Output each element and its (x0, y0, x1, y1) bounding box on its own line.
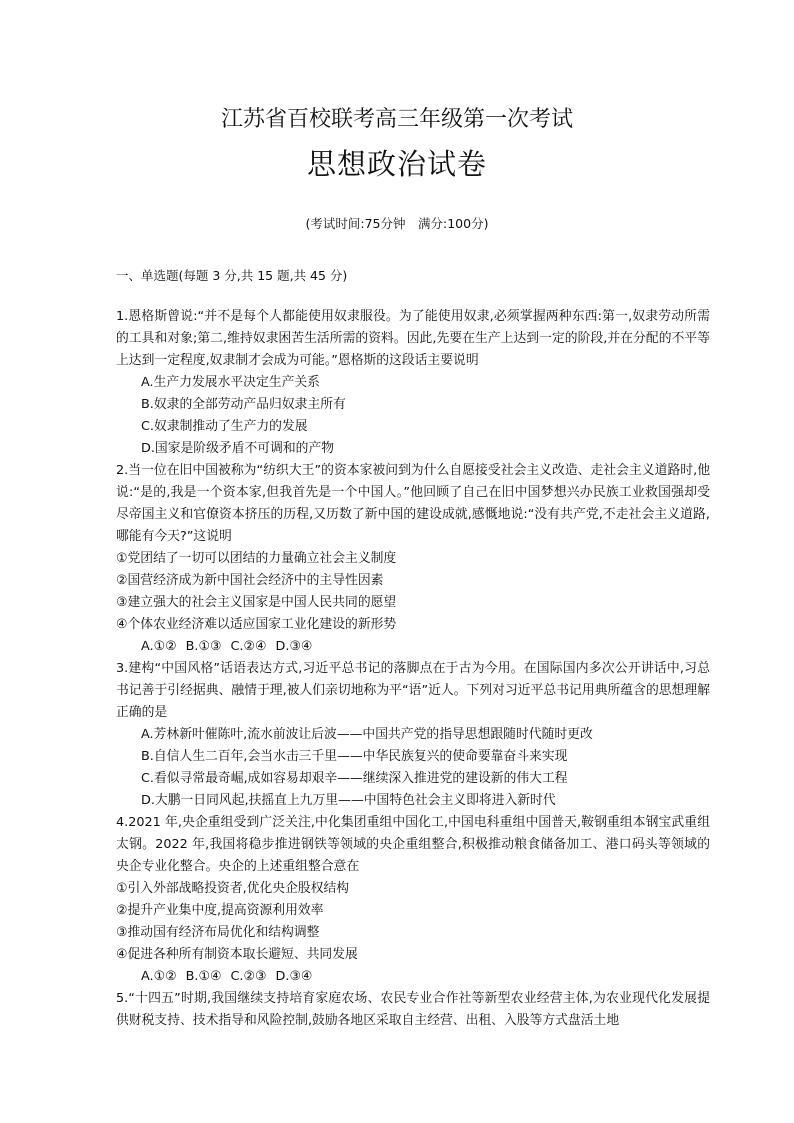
question-stem: 5.“十四五”时期,我国继续支持培育家庭农场、农民专业合作社等新型农业经营主体,为农业现代化发展提供财税支持、技术指导和风险控制,鼓励各地区采取自主经营、出租、入股等方式盘活土地 (116, 991, 710, 1028)
question-stem: 3.建构“中国风格”话语表达方式,习近平总书记的落脚点在于古为今用。在国际国内多次公开讲话中,习总书记善于引经据典、融情于理,被人们亲切地称为平“语”近人。下列对习近平总书记用典所蕴含的思想理解正确的是 (116, 661, 710, 720)
question-4 (116, 812, 710, 988)
answer-b: B.①③ (185, 639, 222, 654)
answer-a: A.①② (141, 969, 177, 984)
question-list (116, 306, 710, 1032)
section-heading: 一、单选题(每题 3 分,共 15 题,共 45 分) (116, 268, 348, 283)
answer-choices (116, 966, 710, 988)
question-stem: 2.当一位在旧中国被称为“纺织大王”的资本家被问到为什么自愿接受社会主义改造、走社会主义道路时,他说:“是的,我是一个资本家,但我首先是一个中国人。”他回顾了自己在旧中国梦想兴办民族工业救国强却受尽帝国主义和官僚资本挤压的历程,又历数了新中国的建设成就,感慨地说:“没有共产党,不走社会主义道路,哪能有今天?”这说明 (116, 463, 710, 544)
question-2 (116, 460, 710, 658)
statement-3: ③推动国有经济布局优化和结构调整 (116, 925, 320, 940)
answer-b: B.①④ (185, 969, 222, 984)
statement-2: ②国营经济成为新中国社会经济中的主导性因素 (116, 573, 384, 588)
statement-1: ①引入外部战略投资者,优化央企股权结构 (116, 881, 350, 896)
answer-a: A.①② (141, 639, 177, 654)
option-b: B.奴隶的全部劳动产品归奴隶主所有 (141, 397, 346, 412)
statement-4: ④个体农业经济难以适应国家工业化建设的新形势 (116, 617, 397, 632)
answer-choices (116, 636, 710, 658)
statement-2: ②提升产业集中度,提高资源利用效率 (116, 903, 324, 918)
answer-d: D.③④ (275, 969, 313, 984)
question-5 (116, 988, 710, 1032)
option-b: B.自信人生二百年,会当水击三千里——中华民族复兴的使命要靠奋斗来实现 (141, 749, 568, 764)
question-3 (116, 658, 710, 812)
question-stem: 4.2021 年,央企重组受到广泛关注,中化集团重组中国化工,中国电科重组中国普天,鞍钢重组本钢宝武重组太钢。2022 年,我国将稳步推进钢铁等领域的央企重组整合,积极推动粮食储备加工、港口码头等领域的央企专业化整合。央企的上述重组整合意在 (116, 815, 710, 874)
exam-info: (考试时间:75分钟 满分:100分) (305, 216, 489, 231)
answer-d: D.③④ (275, 639, 313, 654)
question-1 (116, 306, 710, 460)
statement-1: ①党团结了一切可以团结的力量确立社会主义制度 (116, 551, 397, 566)
answer-c: C.②③ (230, 969, 267, 984)
option-d: D.国家是阶级矛盾不可调和的产物 (141, 441, 335, 456)
exam-title: 江苏省百校联考高三年级第一次考试 (220, 107, 573, 132)
option-c: C.奴隶制推动了生产力的发展 (141, 419, 308, 434)
answer-c: C.②④ (230, 639, 267, 654)
option-a: A.芳林新叶催陈叶,流水前波让后波——中国共产党的指导思想跟随时代随时更改 (141, 727, 593, 742)
exam-subject-title: 思想政治试卷 (306, 147, 487, 181)
question-stem: 1.恩格斯曾说:“并不是每个人都能使用奴隶服役。为了能使用奴隶,必须掌握两种东西:第一,奴隶劳动所需的工具和对象;第二,维持奴隶困苦生活所需的资料。因此,先要在生产上达到一定的阶段,并在分配的不平等上达到一定程度,奴隶制才会成为可能。”恩格斯的这段话主要说明 (116, 309, 710, 368)
statement-4: ④促进各种所有制资本取长避短、共同发展 (116, 947, 358, 962)
option-c: C.看似寻常最奇崛,成如容易却艰辛——继续深入推进党的建设新的伟大工程 (141, 771, 568, 786)
option-d: D.大鹏一日同风起,扶摇直上九万里——中国特色社会主义即将进入新时代 (141, 793, 556, 808)
statement-3: ③建立强大的社会主义国家是中国人民共同的愿望 (116, 595, 397, 610)
option-a: A.生产力发展水平决定生产关系 (141, 375, 320, 390)
